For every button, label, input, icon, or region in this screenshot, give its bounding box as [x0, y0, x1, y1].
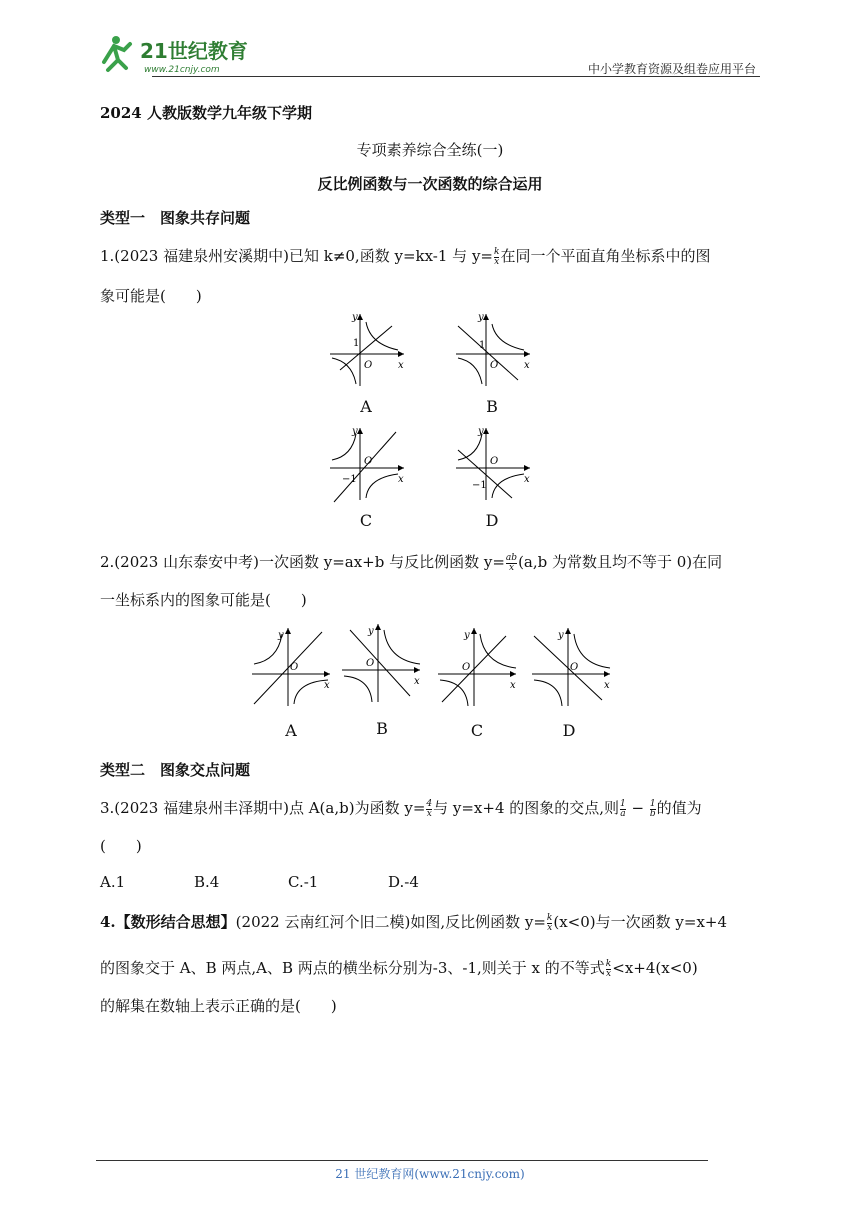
- q1-option-b-label: B: [486, 397, 498, 416]
- runner-icon: [104, 36, 130, 70]
- q1-option-c-label: C: [359, 511, 373, 530]
- section-heading-2: 类型二 图象交点问题: [100, 761, 251, 779]
- question-1-line-2: 象可能是( ): [100, 287, 202, 305]
- q1-graph-b: [452, 310, 532, 390]
- footer-rule: [96, 1160, 708, 1161]
- svg-text:y: y: [478, 312, 484, 323]
- svg-text:x: x: [524, 360, 530, 371]
- svg-text:O: O: [462, 662, 471, 673]
- section-heading-1: 类型一 图象共存问题: [100, 209, 251, 227]
- svg-text:1: 1: [353, 338, 360, 349]
- svg-text:y: y: [352, 426, 358, 437]
- svg-text:O: O: [364, 360, 373, 371]
- svg-text:O: O: [570, 662, 579, 673]
- question-3-line-1: 3.(2023 福建泉州丰泽期中)点 A(a,b)为函数 y= $\frac{4}{x}$ 与 y=x+4 的图象的交点,则 $\frac{1}{a}$ − $\frac{1}{b}$ 的值为: [100, 798, 702, 819]
- q2-option-a-label: A: [285, 721, 297, 740]
- svg-text:x: x: [524, 474, 530, 485]
- question-2-line-2: 一坐标系内的图象可能是( ): [100, 591, 307, 609]
- fraction-k-over-x-q4: $\frac{k}{x}$: [546, 912, 553, 933]
- question-4-line-2: 的图象交于 A、B 两点,A、B 两点的横坐标分别为-3、-1,则关于 x 的不等式 $\frac{k}{x}$ <x+4(x<0): [100, 958, 698, 979]
- svg-text:y: y: [558, 630, 564, 641]
- q1-graph-a: [326, 310, 406, 390]
- question-3-line-2: ( ): [100, 837, 142, 855]
- svg-text:−1: −1: [342, 474, 357, 485]
- q3-choice-d: D.-4: [388, 873, 419, 891]
- q2-graph-c: [436, 624, 520, 708]
- footer-text[interactable]: 21 世纪教育网(www.21cnjy.com): [335, 1167, 525, 1181]
- page-header: [96, 32, 760, 78]
- svg-text:21世纪教育: 21世纪教育: [140, 39, 248, 63]
- question-4-line-1: 4.【数形结合思想】(2022 云南红河个旧二模)如图,反比例函数 y= $\frac{k}{x}$ (x<0)与一次函数 y=x+4: [100, 912, 728, 933]
- q3-choice-a: A.1: [100, 873, 126, 891]
- svg-text:x: x: [414, 676, 420, 687]
- svg-text:O: O: [366, 658, 375, 669]
- q1-graph-c: [326, 424, 406, 504]
- header-rule: [152, 76, 760, 77]
- q2-option-c-label: C: [470, 721, 484, 740]
- q2-graph-b: [340, 620, 424, 704]
- svg-text:O: O: [364, 456, 373, 467]
- fraction-ab-over-x: $\frac{ab}{x}$: [505, 552, 518, 573]
- page-title: 反比例函数与一次函数的综合运用: [317, 175, 543, 193]
- question-2-line-1: 2.(2023 山东泰安中考)一次函数 y=ax+b 与反比例函数 y= $\frac{ab}{x}$ (a,b 为常数且均不等于 0)在同: [100, 552, 723, 573]
- q1-option-d-label: D: [485, 511, 499, 530]
- svg-text:y: y: [278, 630, 284, 641]
- q3-choice-b: B.4: [194, 873, 220, 891]
- q3-choice-c: C.-1: [288, 873, 319, 891]
- question-1-line-1: 1.(2023 福建泉州安溪期中)已知 k≠0,函数 y=kx-1 与 y= $\frac{k}{x}$ 在同一个平面直角坐标系中的图: [100, 246, 711, 267]
- svg-text:x: x: [604, 680, 610, 691]
- svg-text:O: O: [490, 456, 499, 467]
- svg-text:O: O: [490, 360, 499, 371]
- svg-text:1: 1: [479, 340, 486, 351]
- q2-option-d-label: D: [562, 721, 576, 740]
- q2-graph-a: [250, 624, 334, 708]
- svg-text:y: y: [352, 312, 358, 323]
- svg-text:y: y: [478, 426, 484, 437]
- svg-text:www.21cnjy.com: www.21cnjy.com: [144, 65, 220, 75]
- svg-text:x: x: [324, 680, 330, 691]
- svg-text:O: O: [290, 662, 299, 673]
- question-4-line-3: 的解集在数轴上表示正确的是( ): [100, 997, 337, 1015]
- q2-graph-d: [530, 624, 614, 708]
- q1-graph-d: [452, 424, 532, 504]
- svg-text:y: y: [368, 626, 374, 637]
- fraction-1-over-a: $\frac{1}{a}$: [620, 798, 626, 819]
- svg-text:x: x: [510, 680, 516, 691]
- subject-line: 2024 人教版数学九年级下学期: [100, 104, 312, 122]
- series-title: 专项素养综合全练(一): [356, 141, 504, 159]
- svg-text:y: y: [464, 630, 470, 641]
- fraction-k-over-x: $\frac{k}{x}$: [493, 246, 500, 267]
- logo: [96, 32, 266, 78]
- header-platform-text: 中小学教育资源及组卷应用平台: [587, 62, 756, 76]
- fraction-k-over-x-ineq: $\frac{k}{x}$: [605, 958, 612, 979]
- svg-text:−1: −1: [472, 480, 487, 491]
- svg-text:x: x: [398, 474, 404, 485]
- fraction-1-over-b: $\frac{1}{b}$: [649, 798, 656, 819]
- q1-option-a-label: A: [360, 397, 372, 416]
- q2-option-b-label: B: [376, 719, 388, 738]
- svg-text:x: x: [398, 360, 404, 371]
- fraction-4-over-x: $\frac{4}{x}$: [426, 798, 433, 819]
